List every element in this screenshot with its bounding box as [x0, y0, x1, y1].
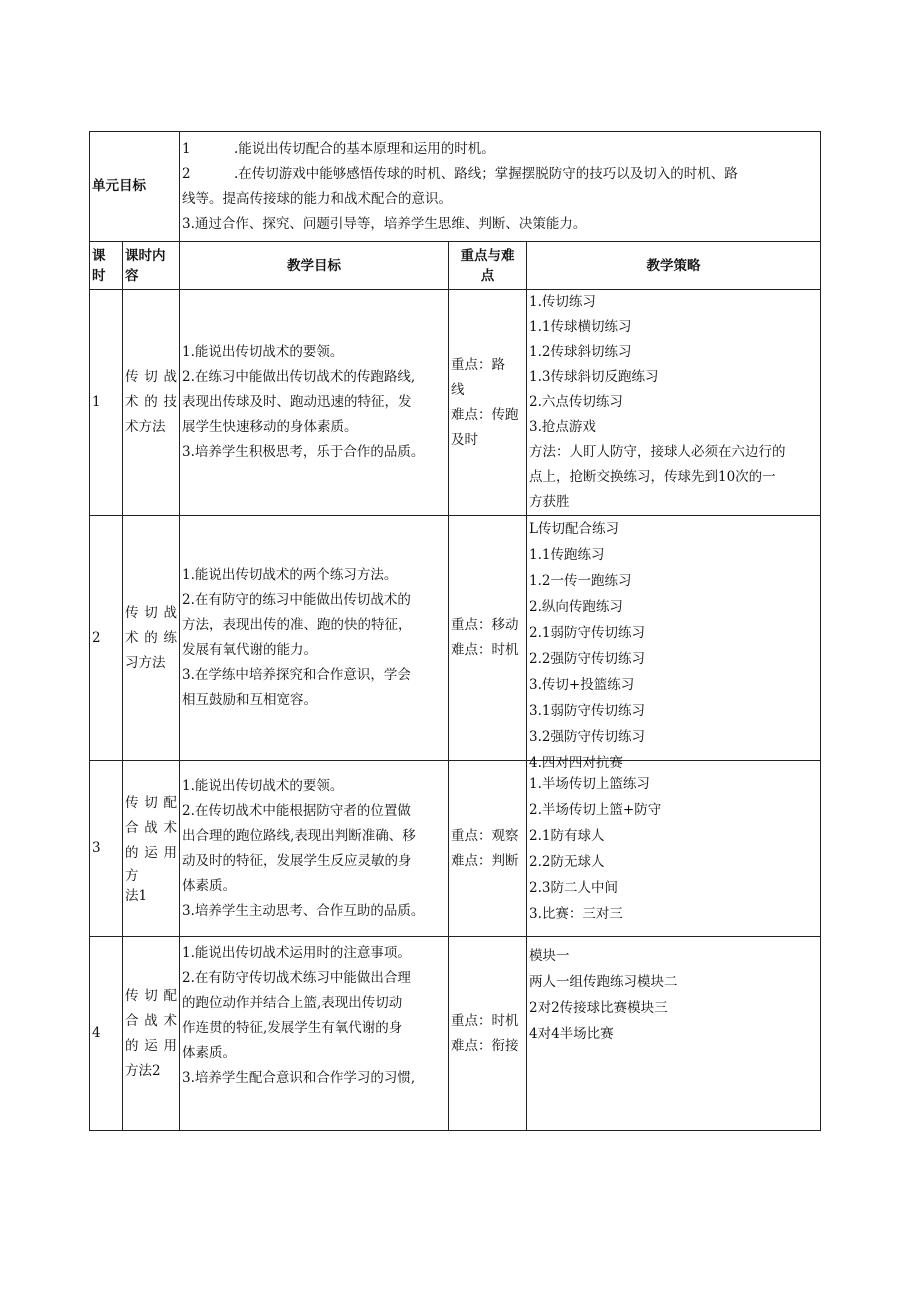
header-period: 课 时 [90, 242, 123, 290]
lesson-row [90, 516, 821, 761]
header-content: 课时内 容 [123, 242, 180, 290]
lesson-row [90, 761, 821, 937]
unit-goal-2-cont: 线等。提高传接球的能力和战术配合的意识。 [182, 190, 452, 207]
lesson-content: 传 切 配 合 战 术 的 运 用 方 法1 [123, 761, 180, 937]
lesson-content: 传 切 配 合 战 术 的 运 用 方法2 [123, 937, 180, 1131]
header-goals: 教学目标 [180, 242, 449, 290]
lesson-content: 传 切 战 术 的 练 习方法 [123, 516, 180, 761]
unit-goals-label: 单元目标 [90, 132, 180, 242]
lesson-key-points: 重点：观察 难点：判断 [449, 761, 527, 937]
unit-goal-1: 1 .能说出传切配合的基本原理和运用的时机。 [182, 140, 495, 157]
lesson-goals: 1.能说出传切战术的要领。 2.在练习中能做出传切战术的传跑路线, 表现出传球及时、跑动迅速的特征，发 展学生快速移动的身体素质。 3.培养学生积极思考，乐于合作的品质。 [180, 290, 449, 516]
lesson-number: 4 [90, 937, 123, 1131]
header-row [90, 242, 821, 290]
lesson-key-points: 重点：移动 难点：时机 [449, 516, 527, 761]
lesson-key-points: 重点：路 线 难点：传跑 及时 [449, 290, 527, 516]
lesson-strategy: 1.半场传切上篮练习 2.半场传切上篮+防守 2.1防有球人 2.2防无球人 2.3防二人中间 3.比赛：三对三 [527, 761, 821, 937]
lesson-number: 3 [90, 761, 123, 937]
lesson-strategy: L传切配合练习 1.1传跑练习 1.2一传一跑练习 2.纵向传跑练习 2.1弱防守传切练习 2.2强防守传切练习 3.传切+投篮练习 3.1弱防守传切练习 3.2强防守传切练习 4.四对四对抗赛 [527, 516, 821, 761]
unit-goal-2: 2 .在传切游戏中能够感悟传球的时机、路线；掌握摆脱防守的技巧以及切入的时机、路 [182, 165, 738, 182]
unit-goals-row [90, 132, 821, 242]
lesson-row [90, 290, 821, 516]
lesson-goals: 1.能说出传切战术的要领。 2.在传切战术中能根据防守者的位置做 出合理的跑位路线,表现出判断准确、移 动及时的特征，发展学生反应灵敏的身 体素质。 3.培养学生主动思考、合作互助的品质。 [180, 761, 449, 937]
lesson-row [90, 937, 821, 1131]
lesson-strategy: 模块一 两人一组传跑练习模块二 2对2传接球比赛模块三 4对4半场比赛 [527, 937, 821, 1131]
lesson-plan-table [89, 131, 821, 1131]
header-strategy: 教学策略 [527, 242, 821, 290]
lesson-goals: 1.能说出传切战术的两个练习方法。 2.在有防守的练习中能做出传切战术的 方法，表现出传的准、跑的快的特征， 发展有氧代谢的能力。 3.在学练中培养探究和合作意识，学会 相互鼓励和互相宽容。 [180, 516, 449, 761]
lesson-goals: 1.能说出传切战术运用时的注意事项。 2.在有防守传切战术练习中能做出合理 的跑位动作并结合上篮,表现出传切动 作连贯的特征,发展学生有氧代谢的身 体素质。 3.培养学生配合意识和合作学习的习惯, [180, 937, 449, 1131]
header-key: 重点与难 点 [449, 242, 527, 290]
lesson-number: 2 [90, 516, 123, 761]
unit-goals-cell [180, 132, 821, 242]
lesson-number: 1 [90, 290, 123, 516]
lesson-strategy: 1.传切练习 1.1传球横切练习 1.2传球斜切练习 1.3传球斜切反跑练习 2.六点传切练习 3.抢点游戏 方法：人盯人防守，接球人必须在六边行的 点上，抢断交换练习，传球先到10次的一 方获胜 [527, 290, 821, 516]
lesson-key-points: 重点：时机 难点：衔接 [449, 937, 527, 1131]
lesson-content: 传 切 战 术 的 技 术方法 [123, 290, 180, 516]
unit-goal-3: 3.通过合作、探究、问题引导等，培养学生思维、判断、决策能力。 [182, 215, 587, 232]
